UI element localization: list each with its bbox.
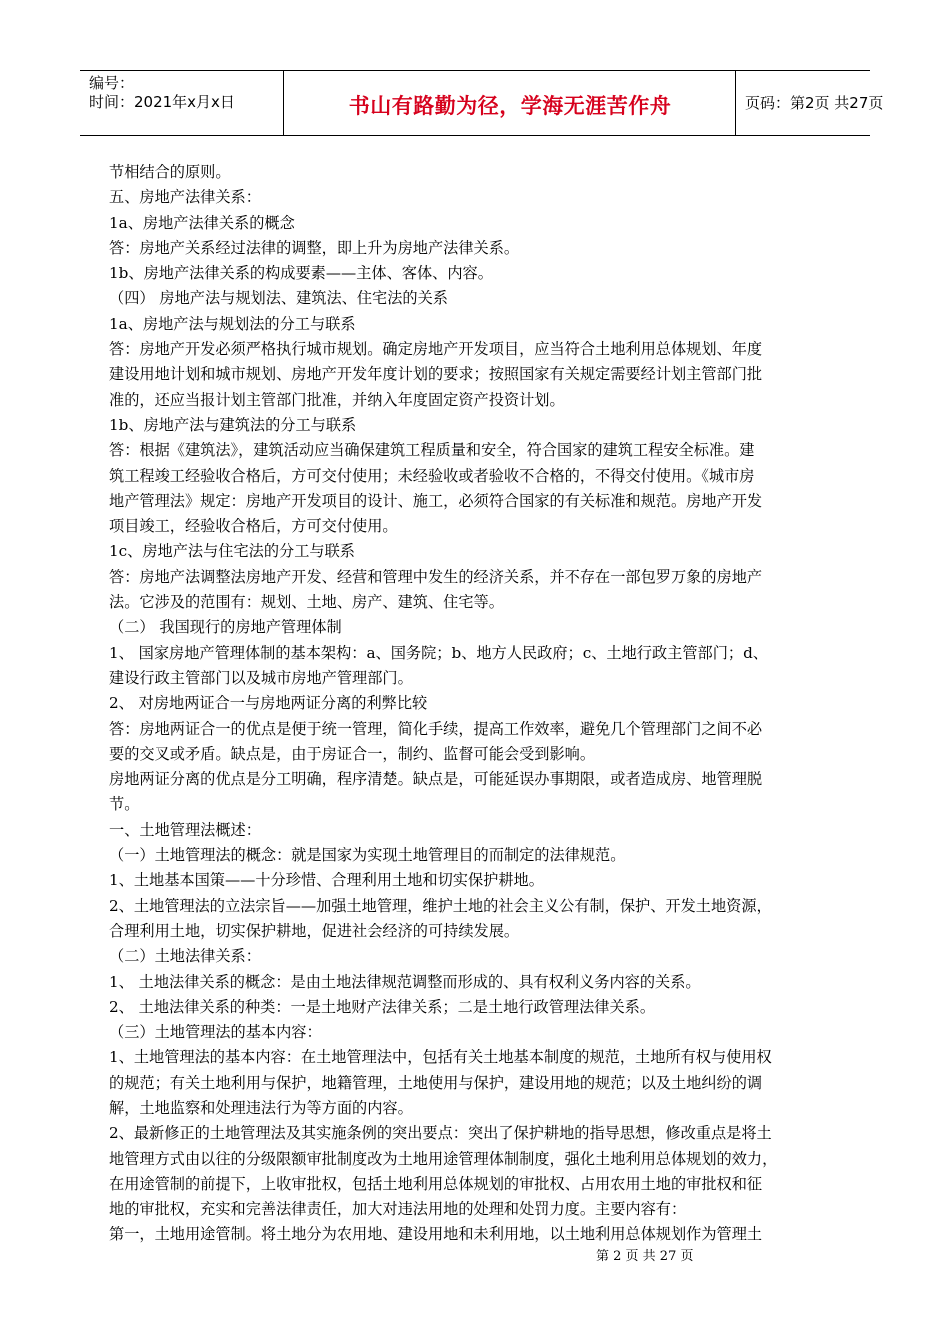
body-line: （四） 房地产法与规划法、建筑法、住宅法的关系 <box>109 289 448 308</box>
body-line: 准的，还应当报计划主管部门批准，并纳入年度固定资产投资计划。 <box>109 390 565 409</box>
body-line: （二）土地法律关系： <box>109 947 261 966</box>
body-line: 1a、房地产法与规划法的分工与联系 <box>109 314 356 333</box>
body-line: 1、 土地法律关系的概念：是由土地法律规范调整而形成的、具有权利义务内容的关系。 <box>109 972 701 991</box>
header-motto-cell <box>284 71 736 135</box>
body-line: 在用途管制的前提下，上收审批权，包括土地利用总体规划的审批权、占用农用土地的审批权和征 <box>109 1174 763 1193</box>
body-line: 1b、房地产法与建筑法的分工与联系 <box>109 415 357 434</box>
page-footer: 第 2 页 共 27 页 <box>596 1249 694 1264</box>
body-line: 第一，土地用途管制。将土地分为农用地、建设用地和未利用地，以土地利用总体规划作为管理土 <box>109 1225 763 1244</box>
document-number-label: 编号： <box>89 74 135 92</box>
body-line: 答：根据《建筑法》，建筑活动应当确保建筑工程质量和安全，符合国家的建筑工程安全标准。建 <box>109 441 755 460</box>
body-line: （二） 我国现行的房地产管理体制 <box>109 618 342 637</box>
header-page-cell <box>736 71 884 135</box>
body-line: 2、土地管理法的立法宗旨——加强土地管理，维护土地的社会主义公有制，保护、开发土地资源， <box>109 896 772 915</box>
body-line: 节。 <box>109 795 140 814</box>
body-line: 建设用地计划和城市规划、房地产开发年度计划的要求；按照国家有关规定需要经计划主管部门批 <box>109 365 763 384</box>
body-line: 1c、房地产法与住宅法的分工与联系 <box>109 542 355 561</box>
body-line: 答：房地产法调整法房地产开发、经营和管理中发生的经济关系，并不存在一部包罗万象的房地产 <box>109 567 763 586</box>
header-page-info: 页码：第2页 共27页 <box>745 94 884 112</box>
body-line: 1、 国家房地产管理体制的基本架构：a、国务院；b、地方人民政府；c、土地行政主管部门；d、 <box>109 643 768 662</box>
body-line: 1、土地管理法的基本内容：在土地管理法中，包括有关土地基本制度的规范，土地所有权与使用权 <box>109 1048 772 1067</box>
body-line: （一）土地管理法的概念：就是国家为实现土地管理目的而制定的法律规范。 <box>109 846 626 865</box>
header-motto: 书山有路勤为径，学海无涯苦作舟 <box>348 94 672 118</box>
body-line: 答：房地产关系经过法律的调整，即上升为房地产法律关系。 <box>109 238 520 257</box>
header-meta-cell <box>80 71 284 135</box>
body-line: 一、土地管理法概述： <box>109 820 261 839</box>
body-line: 项目竣工，经验收合格后，方可交付使用。 <box>109 517 398 536</box>
body-line: 建设行政主管部门以及城市房地产管理部门。 <box>109 668 413 687</box>
body-line: 房地两证分离的优点是分工明确，程序清楚。缺点是，可能延误办事期限，或者造成房、地管理脱 <box>109 770 763 789</box>
body-line: 2、最新修正的土地管理法及其实施条例的突出要点：突出了保护耕地的指导思想，修改重点是将土 <box>109 1124 772 1143</box>
body-line: 要的交叉或矛盾。缺点是，由于房证合一，制约、监督可能会受到影响。 <box>109 744 595 763</box>
body-line: 答：房地两证合一的优点是便于统一管理，简化手续，提高工作效率，避免几个管理部门之间不必 <box>109 719 763 738</box>
body-line: （三）土地管理法的基本内容： <box>109 1023 322 1042</box>
document-body <box>109 160 844 1248</box>
body-line: 地管理方式由以往的分级限额审批制度改为土地用途管理体制制度，强化土地利用总体规划的效力， <box>109 1149 778 1168</box>
body-line: 2、 对房地两证合一与房地两证分离的利弊比较 <box>109 694 428 713</box>
body-line: 2、 土地法律关系的种类：一是土地财产法律关系；二是土地行政管理法律关系。 <box>109 997 656 1016</box>
body-line: 合理利用土地，切实保护耕地，促进社会经济的可持续发展。 <box>109 921 520 940</box>
document-header <box>80 70 884 136</box>
body-line: 答：房地产开发必须严格执行城市规划。确定房地产开发项目，应当符合土地利用总体规划、年度 <box>109 340 763 359</box>
body-line: 1、土地基本国策——十分珍惜、合理利用土地和切实保护耕地。 <box>109 871 544 890</box>
body-line: 解，土地监察和处理违法行为等方面的内容。 <box>109 1098 413 1117</box>
body-line: 筑工程竣工经验收合格后，方可交付使用；未经验收或者验收不合格的，不得交付使用。《城市房 <box>109 466 755 485</box>
document-date-label: 时间：2021年x月x日 <box>89 93 235 111</box>
body-line: 的规范；有关土地利用与保护，地籍管理，土地使用与保护，建设用地的规范；以及土地纠纷的调 <box>109 1073 763 1092</box>
body-line: 1a、房地产法律关系的概念 <box>109 213 295 232</box>
body-line: 地产管理法》规定：房地产开发项目的设计、施工，必须符合国家的有关标准和规范。房地产开发 <box>109 491 763 510</box>
body-line: 节相结合的原则。 <box>109 163 231 181</box>
body-line: 地的审批权，充实和完善法律责任，加大对违法用地的处理和处罚力度。主要内容有： <box>109 1200 687 1219</box>
body-line: 1b、房地产法律关系的构成要素——主体、客体、内容。 <box>109 264 493 283</box>
body-line: 五、房地产法律关系： <box>109 188 261 207</box>
body-line: 法。它涉及的范围有：规划、土地、房产、建筑、住宅等。 <box>109 593 504 612</box>
